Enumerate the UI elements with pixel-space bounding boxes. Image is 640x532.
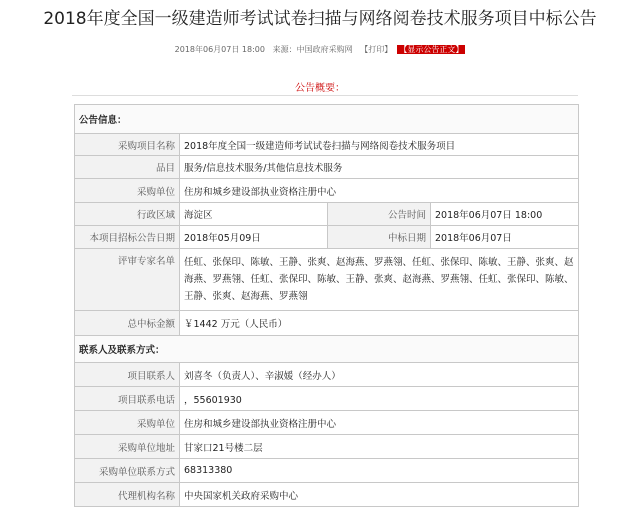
label-agency: 代理机构名称	[75, 483, 180, 507]
value-contact-phone: ，55601930	[180, 387, 579, 411]
divider	[72, 95, 578, 96]
value-project-name: 2018年度全国一级建造师考试试卷扫描与网络阅卷技术服务项目	[180, 134, 579, 156]
page-title: 2018年度全国一级建造师考试试卷扫描与网络阅卷技术服务项目中标公告	[43, 9, 597, 29]
value-amount: ￥1442 万元（人民币）	[180, 311, 579, 336]
value-contact-purchaser: 住房和城乡建设部执业资格注册中心	[180, 411, 579, 435]
label-win-date: 中标日期	[328, 226, 431, 249]
value-purchaser: 住房和城乡建设部执业资格注册中心	[180, 179, 579, 203]
print-link[interactable]: 【打印】	[360, 45, 393, 54]
label-project-name: 采购项目名称	[75, 134, 180, 156]
value-purchaser-address: 甘家口21号楼二层	[180, 435, 579, 459]
summary-label: 公告概要：	[295, 83, 345, 94]
label-category: 品目	[75, 156, 180, 179]
label-experts: 评审专家名单	[75, 249, 180, 311]
label-contact-purchaser: 采购单位	[75, 411, 180, 435]
value-region: 海淀区	[180, 203, 328, 226]
value-bid-date: 2018年05月09日	[180, 226, 328, 249]
label-announce-time: 公告时间	[328, 203, 431, 226]
label-bid-date: 本项目招标公告日期	[75, 226, 180, 249]
section-contact-info: 联系人及联系方式：	[75, 336, 579, 363]
label-contact-person: 项目联系人	[75, 363, 180, 387]
label-purchaser-phone: 采购单位联系方式	[75, 459, 180, 483]
label-purchaser-address: 采购单位地址	[75, 435, 180, 459]
label-amount: 总中标金额	[75, 311, 180, 336]
announcement-table	[74, 104, 579, 507]
label-contact-phone: 项目联系电话	[75, 387, 180, 411]
value-agency: 中央国家机关政府采购中心	[180, 483, 579, 507]
value-experts: 任虹、张保印、陈敏、王静、张爽、赵海燕、罗燕翎、任虹、张保印、陈敏、王静、张爽、赵海燕、罗燕翎、任虹、张保印、陈敏、王静、张爽、赵海燕、罗燕翎、任虹、张保印、陈敏、王静、张爽、赵海燕、罗燕翎	[180, 249, 579, 311]
value-announce-time: 2018年06月07日 18:00	[431, 203, 579, 226]
section-announcement-info: 公告信息：	[75, 105, 579, 134]
value-category: 服务/信息技术服务/其他信息技术服务	[180, 156, 579, 179]
label-purchaser: 采购单位	[75, 179, 180, 203]
value-contact-person: 刘喜冬（负责人）、辛淑媛（经办人）	[180, 363, 579, 387]
publish-datetime: 2018年06月07日 18:00	[174, 45, 265, 54]
source-text: 来源：中国政府采购网	[272, 45, 353, 54]
show-content-link[interactable]: 【显示公告正文】	[399, 45, 464, 54]
announcement-table-wrapper	[74, 104, 578, 507]
value-win-date: 2018年06月07日	[431, 226, 579, 249]
value-purchaser-phone: 68313380	[180, 459, 579, 483]
meta-line	[0, 44, 640, 55]
label-region: 行政区域	[75, 203, 180, 226]
